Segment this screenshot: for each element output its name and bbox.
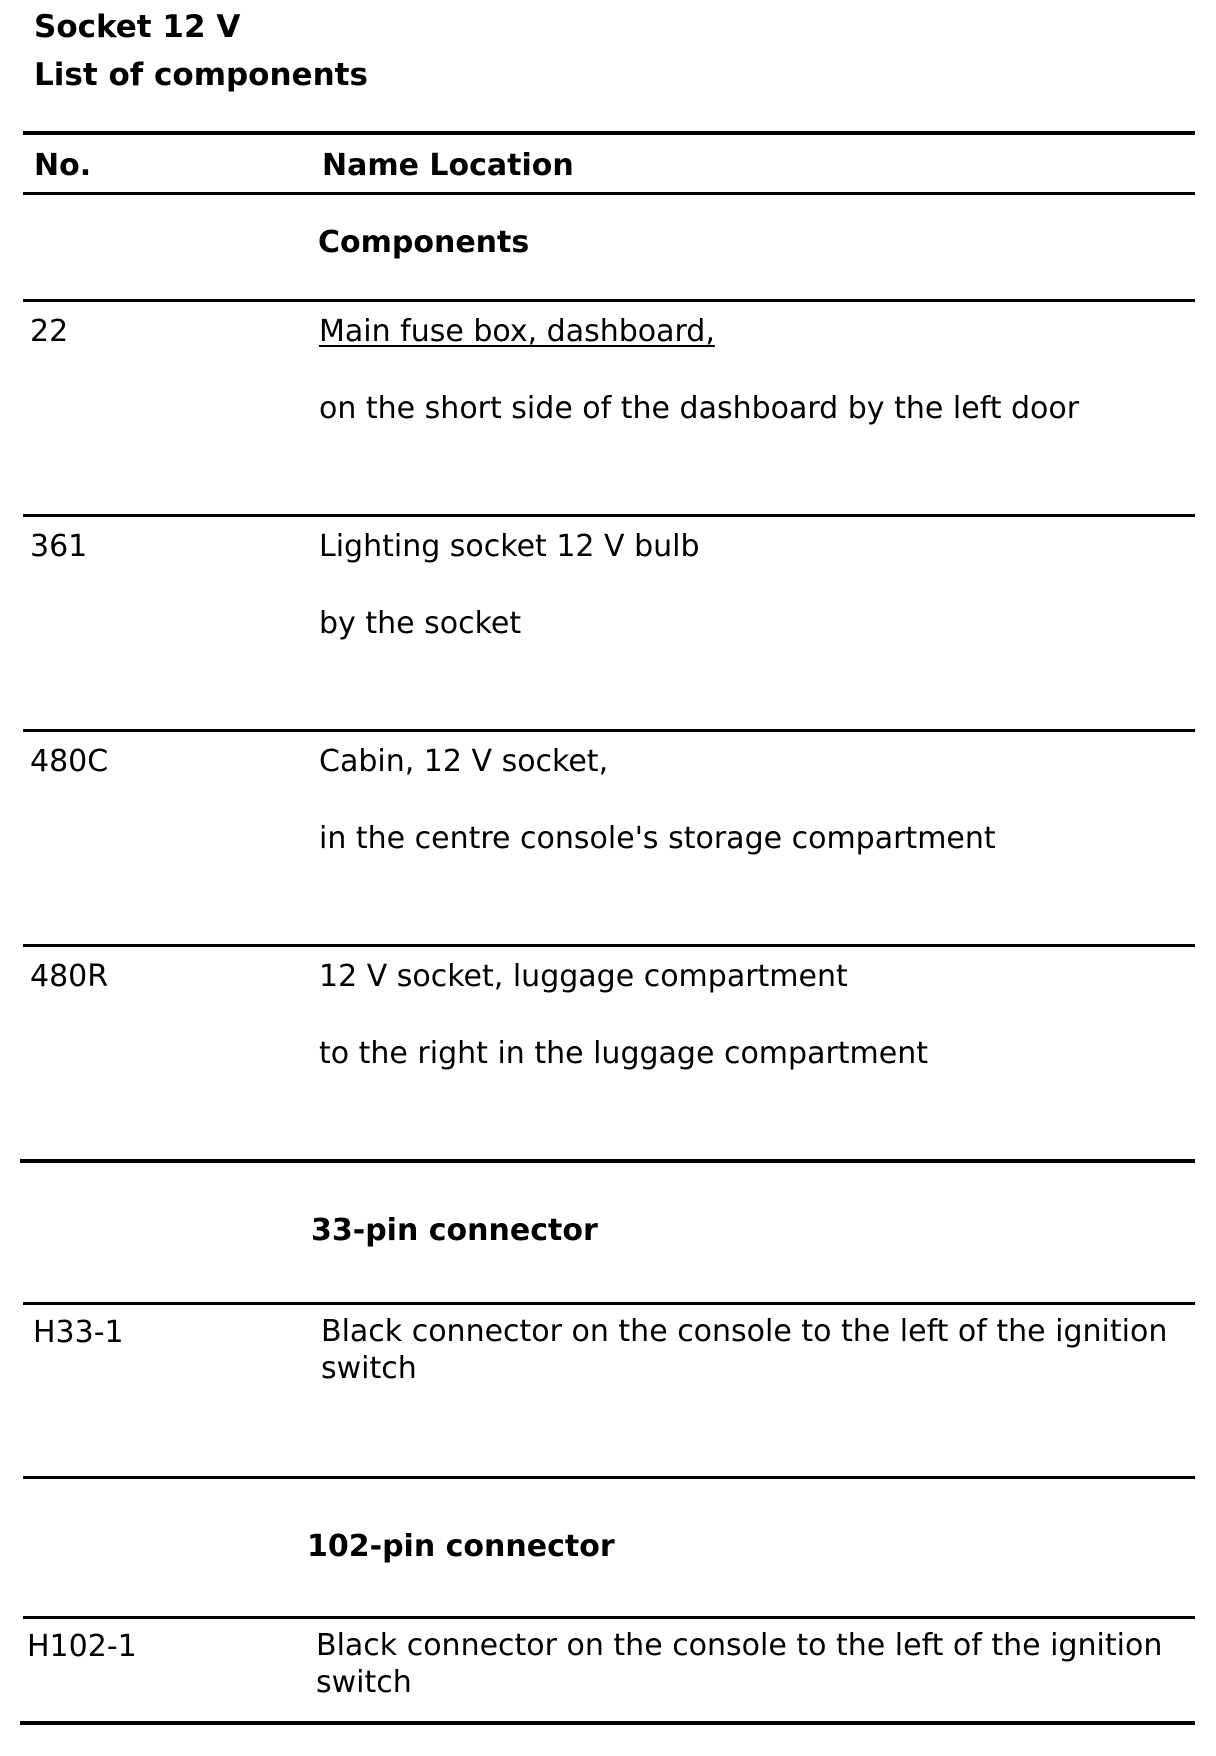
component-number: 22 — [30, 314, 69, 349]
component-location: to the right in the luggage compartment — [319, 1036, 929, 1071]
component-name: Lighting socket 12 V bulb — [319, 529, 700, 564]
connector-number: H102-1 — [27, 1629, 137, 1664]
table-rule — [23, 1302, 1195, 1305]
document-title: Socket 12 V — [34, 9, 241, 45]
table-rule — [23, 514, 1195, 517]
component-location: by the socket — [319, 606, 522, 641]
table-rule — [23, 944, 1195, 947]
column-header-no: No. — [34, 148, 92, 183]
table-rule — [23, 192, 1195, 195]
connector-description: Black connector on the console to the left of the ignition switch — [321, 1314, 1168, 1386]
connector-description: Black connector on the console to the left of the ignition switch — [316, 1628, 1163, 1700]
section-heading-components: Components — [318, 225, 530, 260]
connector-number: H33-1 — [33, 1315, 124, 1350]
section-divider — [20, 1159, 1195, 1163]
table-rule — [23, 729, 1195, 732]
table-rule — [23, 299, 1195, 302]
table-top-rule — [23, 131, 1195, 135]
column-header-name-location: Name Location — [322, 148, 574, 183]
section-heading-33-pin-connector: 33-pin connector — [311, 1213, 598, 1248]
component-number: 361 — [30, 529, 88, 564]
component-location: on the short side of the dashboard by the left door — [319, 391, 1080, 426]
component-number: 480R — [30, 959, 109, 994]
section-heading-102-pin-connector: 102-pin connector — [307, 1529, 615, 1564]
component-name: Cabin, 12 V socket, — [319, 744, 609, 779]
component-name-link[interactable]: Main fuse box, dashboard, — [319, 314, 715, 349]
table-rule — [23, 1476, 1195, 1479]
document-subtitle: List of components — [34, 57, 368, 93]
component-number: 480C — [30, 744, 109, 779]
component-location: in the centre console's storage compartment — [319, 821, 996, 856]
table-rule — [23, 1616, 1195, 1619]
table-bottom-rule — [20, 1721, 1195, 1725]
component-name: 12 V socket, luggage compartment — [319, 959, 848, 994]
